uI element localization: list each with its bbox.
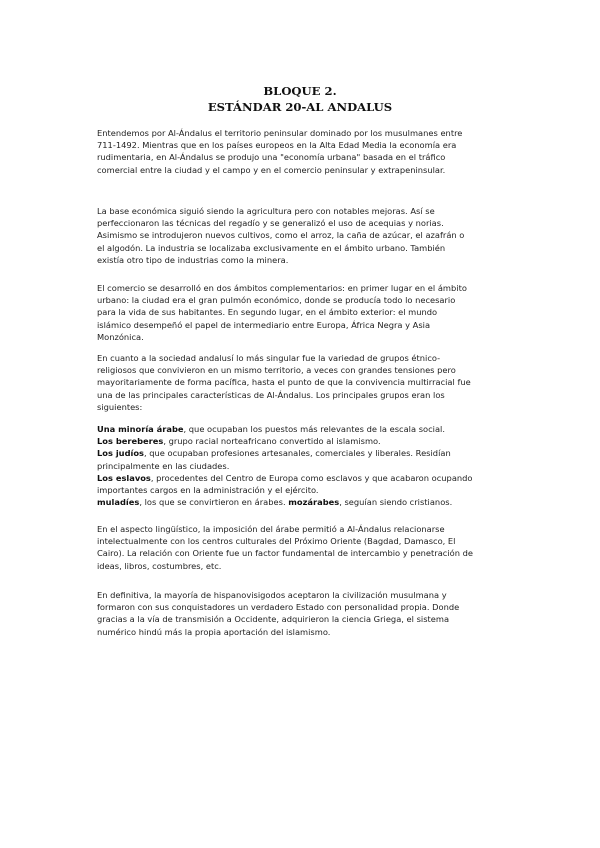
group-desc: , grupo racial norteafricano convertido al islamismo. xyxy=(163,436,381,447)
list-item xyxy=(97,447,473,471)
group-desc: , que ocupaban profesiones artesanales, comerciales y liberales. Residían principalmente en las ciudades. xyxy=(97,448,451,471)
group-desc: , que ocupaban los puestos más relevantes de la escala social. xyxy=(183,424,446,434)
paragraph-text: Entendemos por Al-Ándalus el territorio peninsular dominado por los musulmanes entre 711-1492. Mientras que en los países europeos en la Alta Edad Media la economía era rudimentaria, en Al-Ándalus se produjo una "economía urbana" basada en el tráfico comercial entre la ciudad y el campo y en el comercio peninsular y extrapeninsular. xyxy=(97,128,463,175)
list-item xyxy=(97,435,473,447)
list-item xyxy=(97,423,473,435)
list-item xyxy=(97,472,473,496)
group-term: Una minoría árabe xyxy=(97,424,184,434)
group-desc: , los que se convirtieron en árabes. xyxy=(139,497,289,508)
groups-list xyxy=(97,423,473,508)
paragraph-text: En definitiva, la mayoría de hispanovisigodos aceptaron la civilización musulmana y formaron con sus conquistadores un verdadero Estado con personalidad propia. Donde gracias a la vía de transmisión a Occidente, adquirieron la ciencia Griega, el sistema numérico hindú más la propia aportación del islamismo. xyxy=(97,590,460,637)
paragraph-society xyxy=(97,352,473,413)
group-term: Los eslavos xyxy=(97,472,151,483)
block-title: BLOQUE 2. xyxy=(263,84,337,98)
list-item xyxy=(97,496,473,508)
paragraph-text: La base económica siguió siendo la agricultura pero con notables mejoras. Así se perfeccionaron las técnicas del regadío y se generalizó el uso de acequias y norias. Asimismo se introdujeron nuevos cultivos, como el arroz, la caña de azúcar, el azafrán o el algodón. La industria se localizaba exclusivamente en el ámbito urbano. También existía otro tipo de industrias como la minera. xyxy=(97,206,465,265)
paragraph-text: En el aspecto lingüístico, la imposición del árabe permitió a Al-Ándalus relacionarse intelectualmente con los centros culturales del Próximo Oriente (Bagdad, Damasco, El Cairo). La relación con Oriente fue un factor fundamental de intercambio y penetración de ideas, libros, costumbres, etc. xyxy=(97,524,473,571)
group-term: Los judíos xyxy=(97,448,144,459)
paragraph-intro xyxy=(97,127,473,176)
paragraph-text: El comercio se desarrolló en dos ámbitos complementarios: en primer lugar en el ámbito urbano: la ciudad era el gran pulmón económico, donde se producía todo lo necesario para la vida de sus habitantes. En segundo lugar, en el ámbito exterior: el mundo islámico desempeñó el papel de intermediario entre Europa, África Negra y Asia Monzónica. xyxy=(97,283,467,342)
group-desc: , procedentes del Centro de Europa como esclavos y que acabaron ocupando importantes cargos en la administración y el ejército. xyxy=(97,472,473,496)
group-term: Los bereberes xyxy=(97,436,164,447)
paragraph-conclusion xyxy=(97,589,473,638)
group-desc: , seguían siendo cristianos. xyxy=(339,497,453,508)
standard-title: ESTÁNDAR 20-AL ANDALUS xyxy=(207,100,393,114)
group-term: mozárabes xyxy=(288,497,340,508)
paragraph-economy xyxy=(97,205,473,266)
paragraph-language xyxy=(97,523,473,572)
paragraph-commerce xyxy=(97,282,473,343)
paragraph-text: En cuanto a la sociedad andalusí lo más singular fue la variedad de grupos étnico-religiosos que convivieron en un mismo territorio, a veces con grandes tensiones pero mayoritariamente de forma pacífica, hasta el punto de que la convivencia multirracial fue una de las principales características de Al-Ándalus. Los principales grupos eran los siguientes: xyxy=(97,353,471,412)
group-term: muladíes xyxy=(97,497,140,508)
